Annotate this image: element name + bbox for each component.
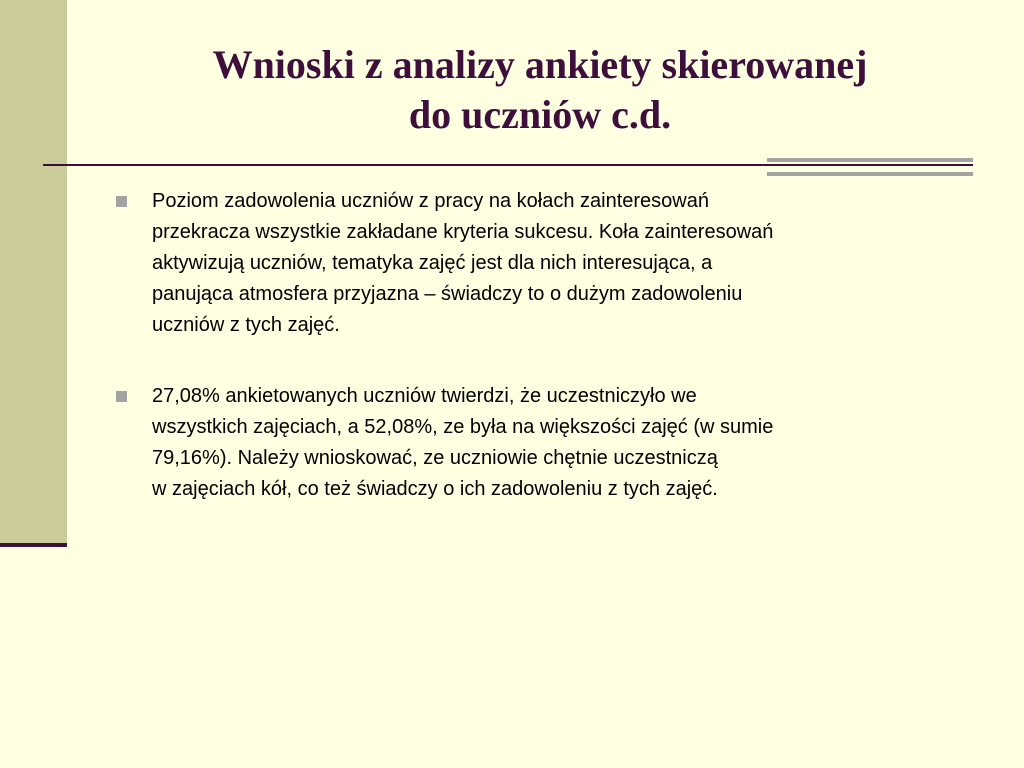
square-bullet-icon [116, 391, 127, 402]
bullet-text-1: Poziom zadowolenia uczniów z pracy na kołach zainteresowań przekracza wszystkie zakładane kryteria sukcesu. Koła zainteresowań aktywizują uczniów, tematyka zajęć jest dla nich interesująca, a panująca atmosfera przyjazna – świadczy to o dużym zadowoleniu uczniów z tych zajęć. [152, 190, 774, 336]
square-bullet-icon [116, 196, 127, 207]
slide-content [112, 186, 972, 545]
title-divider-accent [767, 158, 973, 176]
left-band-underline [0, 543, 67, 547]
left-decorative-band [0, 0, 67, 545]
slide-title-line-1: Wnioski z analizy ankiety skierowanej [212, 42, 868, 87]
slide-title-line-2: do uczniów c.d. [408, 92, 672, 137]
bullet-item-1 [112, 186, 972, 341]
slide-title [100, 40, 980, 140]
bullet-text-2: 27,08% ankietowanych uczniów twierdzi, że uczestniczyło we wszystkich zajęciach, a 52,08%, ze była na większości zajęć (w sumie 79,16%). Należy wnioskować, ze uczniowie chętnie uczestniczą w zajęciach kół, co też świadczy o ich zadowoleniu z tych zajęć. [152, 385, 774, 500]
bullet-item-2 [112, 381, 972, 505]
